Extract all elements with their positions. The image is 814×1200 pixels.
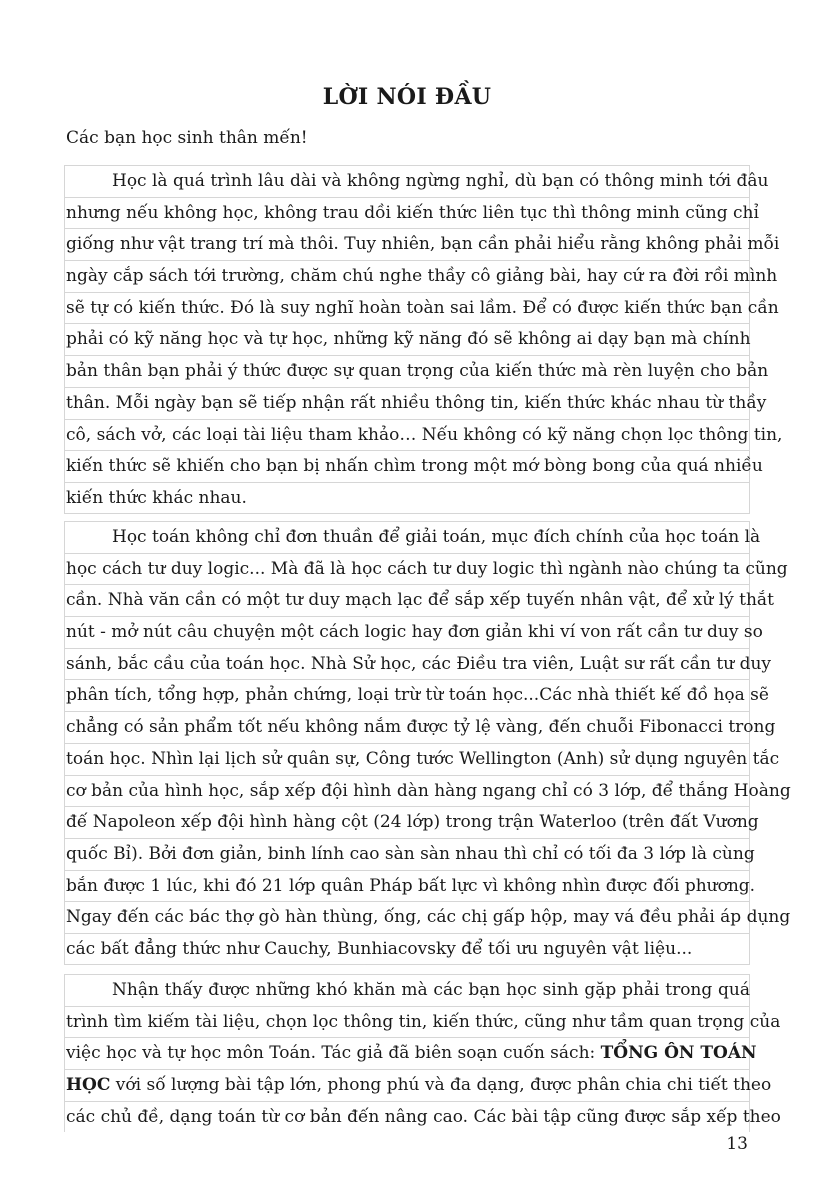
line-text: với số lượng bài tập lớn, phong phú và đa dạng, được phân chia chi tiết theo (110, 1075, 772, 1096)
book-title-part-2: HỌC (66, 1075, 111, 1096)
paragraph-line: cô, sách vở, các loại tài liệu tham khảo… Nếu không có kỹ năng chọn lọc thông tin, (64, 419, 750, 451)
paragraph-line: cơ bản của hình học, sắp xếp đội hình dàn hàng ngang chỉ có 3 lớp, để thắng Hoàng (64, 775, 750, 807)
page-number: 13 (726, 1134, 748, 1154)
paragraph-line: quốc Bỉ). Bởi đơn giản, binh lính cao sàn sàn nhau thì chỉ có tối đa 3 lớp là cùng (64, 838, 750, 870)
paragraph-line: nhưng nếu không học, không trau dồi kiến thức liên tục thì thông minh cũng chỉ (64, 197, 750, 229)
paragraph-line: Học là quá trình lâu dài và không ngừng nghỉ, dù bạn có thông minh tới đâu (64, 165, 750, 197)
paragraph-3 (64, 974, 781, 1132)
paragraph-line (64, 1037, 757, 1069)
greeting: Các bạn học sinh thân mến! (66, 128, 308, 148)
paragraph-line: phân tích, tổng hợp, phản chứng, loại trừ từ toán học...Các nhà thiết kế đồ họa sẽ (64, 679, 750, 711)
paragraph-line: các bất đẳng thức như Cauchy, Bunhiacovsky để tối ưu nguyên vật liệu... (64, 933, 750, 965)
paragraph-line: Ngay đến các bác thợ gò hàn thùng, ống, các chị gấp hộp, may vá đều phải áp dụng (64, 901, 750, 933)
paragraph-line: nút - mở nút câu chuyện một cách logic hay đơn giản khi ví von rất cần tư duy so (64, 616, 750, 648)
paragraph-line: trình tìm kiếm tài liệu, chọn lọc thông tin, kiến thức, cũng như tầm quan trọng của (64, 1006, 750, 1038)
paragraph-line: kiến thức sẽ khiến cho bạn bị nhấn chìm trong một mớ bòng bong của quá nhiều (64, 450, 750, 482)
paragraph-line: bắn được 1 lúc, khi đó 21 lớp quân Pháp bất lực vì không nhìn được đối phương. (64, 870, 750, 902)
paragraph-line: toán học. Nhìn lại lịch sử quân sự, Công tước Wellington (Anh) sử dụng nguyên tắc (64, 743, 750, 775)
paragraph-line: cần. Nhà văn cần có một tư duy mạch lạc để sắp xếp tuyến nhân vật, để xử lý thắt (64, 584, 750, 616)
paragraph-line (64, 1069, 772, 1101)
paragraph-line: thân. Mỗi ngày bạn sẽ tiếp nhận rất nhiều thông tin, kiến thức khác nhau từ thầy (64, 387, 750, 419)
paragraph-line: chẳng có sản phẩm tốt nếu không nắm được tỷ lệ vàng, đến chuỗi Fibonacci trong (64, 711, 750, 743)
page-title: LỜI NÓI ĐẦU (322, 84, 492, 110)
paragraph-line: Nhận thấy được những khó khăn mà các bạn học sinh gặp phải trong quá (64, 974, 750, 1006)
paragraph-line: sánh, bắc cầu của toán học. Nhà Sử học, các Điều tra viên, Luật sư rất cần tư duy (64, 648, 750, 680)
paragraph-line: Học toán không chỉ đơn thuần để giải toán, mục đích chính của học toán là (64, 521, 750, 553)
paragraph-2 (64, 521, 791, 965)
paragraph-line: kiến thức khác nhau. (64, 482, 750, 514)
paragraph-line: sẽ tự có kiến thức. Đó là suy nghĩ hoàn toàn sai lầm. Để có được kiến thức bạn cần (64, 292, 750, 324)
paragraph-line: ngày cắp sách tới trường, chăm chú nghe thầy cô giảng bài, hay cứ ra đời rồi mình (64, 260, 750, 292)
paragraph-line: giống như vật trang trí mà thôi. Tuy nhiên, bạn cần phải hiểu rằng không phải mỗi (64, 228, 750, 260)
paragraph-line: bản thân bạn phải ý thức được sự quan trọng của kiến thức mà rèn luyện cho bản (64, 355, 750, 387)
paragraph-line: các chủ đề, dạng toán từ cơ bản đến nâng cao. Các bài tập cũng được sắp xếp theo (64, 1101, 750, 1133)
paragraph-line: học cách tư duy logic... Mà đã là học cách tư duy logic thì ngành nào chúng ta cũng (64, 553, 750, 585)
paragraph-line: phải có kỹ năng học và tự học, những kỹ năng đó sẽ không ai dạy bạn mà chính (64, 323, 750, 355)
line-text: việc học và tự học môn Toán. Tác giả đã biên soạn cuốn sách: (66, 1043, 601, 1064)
paragraph-1 (64, 165, 783, 514)
paragraph-line: đế Napoleon xếp đội hình hàng cột (24 lớp) trong trận Waterloo (trên đất Vương (64, 806, 750, 838)
book-title-part-1: TỔNG ÔN TOÁN (600, 1043, 757, 1064)
